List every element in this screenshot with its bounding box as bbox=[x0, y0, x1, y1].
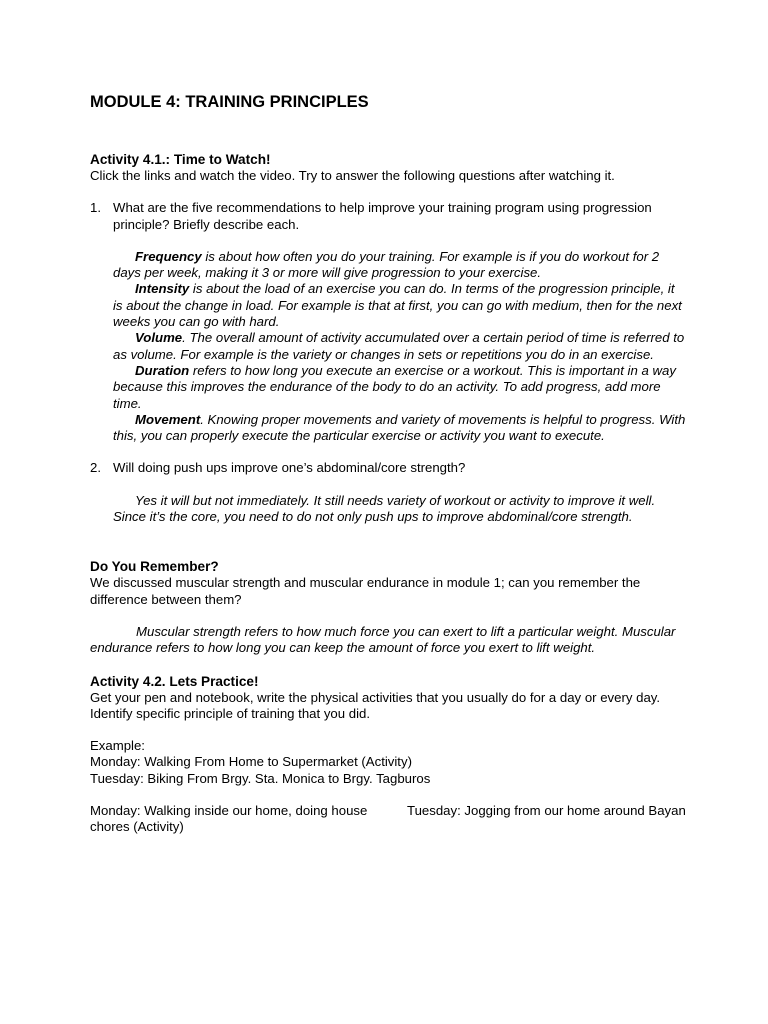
document-page bbox=[90, 91, 686, 836]
definition: is about how often you do your training. For example is if you do workout for 2 days per week, making it 3 or more will give progression to your exercise. bbox=[113, 248, 660, 281]
term: Duration bbox=[135, 362, 190, 378]
answer-text: Yes it will but not immediately. It still needs variety of workout or activity to improve it well. Since it’s the core, you need to do not only push ups to improve abdominal/core strength. bbox=[113, 492, 656, 525]
question-2 bbox=[90, 460, 686, 476]
answer-tuesday: Tuesday: Jogging from our home around Bayan bbox=[407, 803, 686, 819]
activity-4-1-instruction: Click the links and watch the video. Try to answer the following questions after watching it. bbox=[90, 168, 615, 183]
example-line: Tuesday: Biking From Brgy. Sta. Monica to Brgy. Tagburos bbox=[90, 770, 431, 786]
example-label: Example: bbox=[90, 738, 145, 754]
answer-item-intensity bbox=[113, 281, 686, 330]
definition: . Knowing proper movements and variety of movements is helpful to progress. With this, you can properly execute the particular exercise or activity you want to execute. bbox=[113, 411, 686, 444]
question-text: What are the five recommendations to help improve your training program using progression principle? Briefly describe each. bbox=[113, 200, 652, 232]
answer-item-duration bbox=[113, 363, 686, 412]
answer-item-volume bbox=[113, 330, 686, 363]
activity-answers bbox=[90, 803, 686, 836]
question-list bbox=[90, 200, 686, 233]
definition: . The overall amount of activity accumulated over a certain period of time is referred to as volume. For example is the variety or changes in sets or repetitions you do in an exercise. bbox=[113, 330, 685, 362]
do-you-remember-heading: Do You Remember? bbox=[90, 559, 219, 575]
activity-4-2-heading: Activity 4.2. Lets Practice! bbox=[90, 673, 259, 689]
question-number: 2. bbox=[90, 460, 101, 476]
question-number: 1. bbox=[90, 200, 101, 216]
question-1-answer bbox=[90, 249, 686, 445]
term: Movement bbox=[135, 411, 201, 427]
definition: is about the load of an exercise you can do. In terms of the progression principle, it is about the change in load. For example is that at first, you can go with medium, then for the next weeks you can go with hard. bbox=[113, 281, 682, 330]
answer-item-frequency bbox=[113, 249, 686, 282]
example-line: Monday: Walking From Home to Supermarket (Activity) bbox=[90, 754, 412, 770]
question-1 bbox=[90, 200, 686, 233]
term: Frequency bbox=[135, 248, 202, 264]
answer-item-movement bbox=[113, 412, 686, 445]
module-title: MODULE 4: TRAINING PRINCIPLES bbox=[90, 93, 369, 111]
term: Volume bbox=[135, 330, 183, 346]
question-text: Will doing push ups improve one’s abdominal/core strength? bbox=[113, 460, 466, 476]
term: Intensity bbox=[135, 281, 190, 297]
remember-answer: Muscular strength refers to how much force you can exert to lift a particular weight. Muscular endurance refers to how long you can keep the amount of force you exert to lift weight. bbox=[90, 623, 676, 656]
answer-monday: Monday: Walking inside our home, doing house chores (Activity) bbox=[90, 803, 368, 835]
definition: refers to how long you execute an exercise or a workout. This is important in a way because this improves the endurance of the body to do an activity. To add progress, add more time. bbox=[113, 362, 676, 411]
remember-question: We discussed muscular strength and muscular endurance in module 1; can you remember the difference between them? bbox=[90, 575, 641, 607]
activity-4-1-heading: Activity 4.1.: Time to Watch! bbox=[90, 152, 271, 167]
activity-4-2-instruction: Get your pen and notebook, write the physical activities that you usually do for a day or every day. Identify specific principle of training that you did. bbox=[90, 689, 661, 721]
question-2-answer bbox=[90, 493, 686, 526]
